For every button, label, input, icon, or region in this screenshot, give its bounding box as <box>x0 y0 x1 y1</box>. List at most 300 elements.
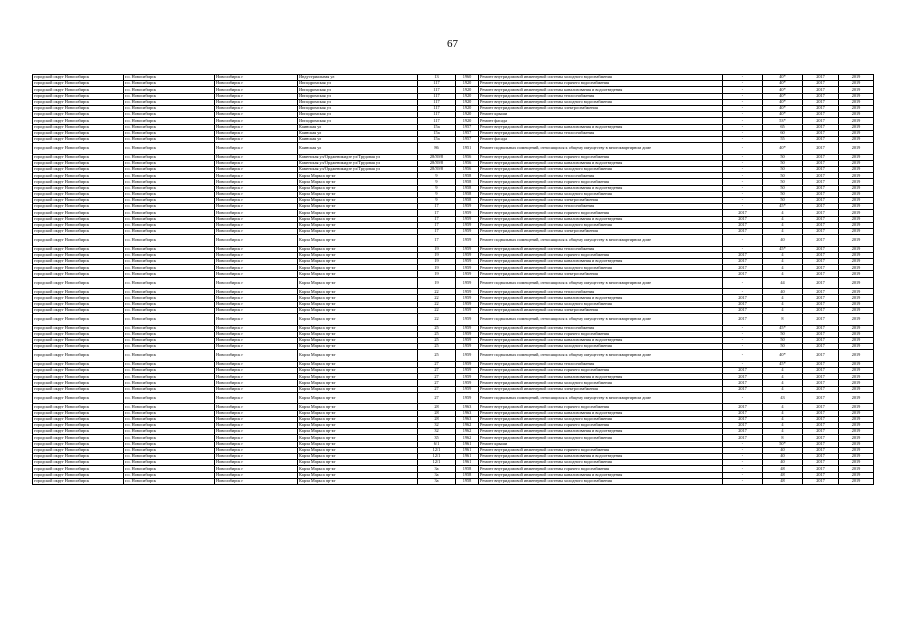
locality-cell: г.о. Новосибирск <box>124 441 215 447</box>
period-start-cell: 2017 <box>803 368 839 374</box>
house-number-cell: 28 <box>418 410 456 416</box>
city-cell: Новосибирск г <box>215 447 298 453</box>
amount-cell: 4 <box>763 271 803 277</box>
build-year-cell: 1959 <box>456 368 479 374</box>
plan-year-cell: - <box>723 392 763 404</box>
house-number-cell: 27 <box>418 361 456 367</box>
house-number-cell: 17 <box>418 210 456 216</box>
locality-cell: г.о. Новосибирск <box>124 130 215 136</box>
work-type-cell: Ремонт подвальных помещений, относящихся к общему имуществу в многоквартирном доме <box>479 143 723 155</box>
locality-cell: г.о. Новосибирск <box>124 423 215 429</box>
period-end-cell: 2019 <box>839 118 874 124</box>
work-type-cell: Ремонт внутридомовой инженерной системы холодного водоснабжения <box>479 99 723 105</box>
locality-cell: г.о. Новосибирск <box>124 392 215 404</box>
city-cell: Новосибирск г <box>215 118 298 124</box>
city-cell: Новосибирск г <box>215 380 298 386</box>
amount-cell: 50 <box>763 167 803 173</box>
district-cell: городской округ Новосибирск <box>33 295 124 301</box>
street-cell: Карла Маркса пр-кт <box>298 478 418 484</box>
street-cell: Карла Маркса пр-кт <box>298 313 418 325</box>
city-cell: Новосибирск г <box>215 416 298 422</box>
locality-cell: г.о. Новосибирск <box>124 307 215 313</box>
amount-cell: 50 <box>763 331 803 337</box>
build-year-cell: 1959 <box>456 246 479 252</box>
period-start-cell: 2017 <box>803 331 839 337</box>
amount-cell: 55 <box>763 136 803 142</box>
work-type-cell: Ремонт фасада <box>479 118 723 124</box>
period-end-cell: 2019 <box>839 75 874 81</box>
district-cell: городской округ Новосибирск <box>33 252 124 258</box>
work-type-cell: Ремонт внутридомовой инженерной системы теплоснабжения <box>479 289 723 295</box>
period-start-cell: 2017 <box>803 173 839 179</box>
city-cell: Новосибирск г <box>215 160 298 166</box>
amount-cell: 4 <box>763 265 803 271</box>
work-type-cell: Ремонт внутридомовой инженерной системы канализования и водоотведения <box>479 87 723 93</box>
amount-cell: 50 <box>763 191 803 197</box>
city-cell: Новосибирск г <box>215 404 298 410</box>
locality-cell: г.о. Новосибирск <box>124 160 215 166</box>
build-year-cell: 1959 <box>456 295 479 301</box>
work-type-cell: Ремонт внутридомовой инженерной системы горячего водоснабжения <box>479 81 723 87</box>
house-number-cell: 27 <box>418 386 456 392</box>
plan-year-cell: - <box>723 112 763 118</box>
period-start-cell: 2017 <box>803 265 839 271</box>
city-cell: Новосибирск г <box>215 93 298 99</box>
city-cell: Новосибирск г <box>215 179 298 185</box>
work-type-cell: Ремонт внутридомовой инженерной системы канализования и водоотведения <box>479 185 723 191</box>
amount-cell: 40* <box>763 350 803 362</box>
house-number-cell: 17 <box>418 222 456 228</box>
house-number-cell: 9 <box>418 173 456 179</box>
amount-cell: 4 <box>763 423 803 429</box>
period-start-cell: 2017 <box>803 185 839 191</box>
locality-cell: г.о. Новосибирск <box>124 466 215 472</box>
district-cell: городской округ Новосибирск <box>33 460 124 466</box>
build-year-cell: 1963 <box>456 410 479 416</box>
amount-cell: 4 <box>763 307 803 313</box>
period-end-cell: 2019 <box>839 252 874 258</box>
plan-year-cell: - <box>723 453 763 459</box>
work-type-cell: Ремонт внутридомовой инженерной системы холодного водоснабжения <box>479 265 723 271</box>
period-end-cell: 2019 <box>839 160 874 166</box>
build-year-cell: 1958 <box>456 179 479 185</box>
period-start-cell: 2017 <box>803 246 839 252</box>
work-type-cell: Ремонт внутридомовой инженерной системы теплоснабжения <box>479 130 723 136</box>
build-year-cell: 1920 <box>456 93 479 99</box>
district-cell: городской округ Новосибирск <box>33 410 124 416</box>
house-number-cell: 25 <box>418 337 456 343</box>
amount-cell: 4 <box>763 295 803 301</box>
amount-cell: 50 <box>763 173 803 179</box>
period-start-cell: 2017 <box>803 124 839 130</box>
street-cell: Каинская ул <box>298 143 418 155</box>
build-year-cell: 1959 <box>456 380 479 386</box>
district-cell: городской округ Новосибирск <box>33 416 124 422</box>
plan-year-cell: 2017 <box>723 368 763 374</box>
work-type-cell: Ремонт внутридомовой инженерной системы холодного водоснабжения <box>479 460 723 466</box>
plan-year-cell: - <box>723 447 763 453</box>
district-cell: городской округ Новосибирск <box>33 167 124 173</box>
district-cell: городской округ Новосибирск <box>33 313 124 325</box>
amount-cell: 48 <box>763 472 803 478</box>
amount-cell: 40* <box>763 143 803 155</box>
amount-cell: 40* <box>763 75 803 81</box>
city-cell: Новосибирск г <box>215 191 298 197</box>
locality-cell: г.о. Новосибирск <box>124 228 215 234</box>
build-year-cell: 1959 <box>456 374 479 380</box>
locality-cell: г.о. Новосибирск <box>124 75 215 81</box>
period-start-cell: 2017 <box>803 118 839 124</box>
city-cell: Новосибирск г <box>215 136 298 142</box>
street-cell: Карла Маркса пр-кт <box>298 447 418 453</box>
build-year-cell: 1957 <box>456 136 479 142</box>
build-year-cell: 1961 <box>456 453 479 459</box>
period-end-cell: 2019 <box>839 228 874 234</box>
period-start-cell: 2017 <box>803 154 839 160</box>
build-year-cell: 1956 <box>456 167 479 173</box>
house-number-cell: 15а <box>418 136 456 142</box>
locality-cell: г.о. Новосибирск <box>124 112 215 118</box>
period-start-cell: 2017 <box>803 472 839 478</box>
street-cell: Карла Маркса пр-кт <box>298 271 418 277</box>
city-cell: Новосибирск г <box>215 331 298 337</box>
period-start-cell: 2017 <box>803 392 839 404</box>
house-number-cell: 19 <box>418 271 456 277</box>
district-cell: городской округ Новосибирск <box>33 124 124 130</box>
city-cell: Новосибирск г <box>215 105 298 111</box>
house-number-cell: 12/1 <box>418 453 456 459</box>
street-cell: Карла Маркса пр-кт <box>298 368 418 374</box>
work-type-cell: Ремонт внутридомовой инженерной системы электроснабжения <box>479 307 723 313</box>
street-cell: Карла Маркса пр-кт <box>298 350 418 362</box>
work-type-cell: Ремонт внутридомовой инженерной системы теплоснабжения <box>479 93 723 99</box>
locality-cell: г.о. Новосибирск <box>124 331 215 337</box>
period-end-cell: 2019 <box>839 124 874 130</box>
amount-cell: 4 <box>763 252 803 258</box>
city-cell: Новосибирск г <box>215 204 298 210</box>
period-end-cell: 2019 <box>839 410 874 416</box>
build-year-cell: 1958 <box>456 191 479 197</box>
period-end-cell: 2019 <box>839 441 874 447</box>
build-year-cell: 1962 <box>456 429 479 435</box>
period-end-cell: 2019 <box>839 81 874 87</box>
work-type-cell: Ремонт подвальных помещений, относящихся к общему имуществу в многоквартирном доме <box>479 235 723 247</box>
city-cell: Новосибирск г <box>215 410 298 416</box>
city-cell: Новосибирск г <box>215 87 298 93</box>
work-type-cell: Ремонт внутридомовой инженерной системы горячего водоснабжения <box>479 154 723 160</box>
city-cell: Новосибирск г <box>215 112 298 118</box>
amount-cell: 44 <box>763 277 803 289</box>
build-year-cell: 1959 <box>456 361 479 367</box>
district-cell: городской округ Новосибирск <box>33 386 124 392</box>
district-cell: городской округ Новосибирск <box>33 228 124 234</box>
period-end-cell: 2019 <box>839 313 874 325</box>
locality-cell: г.о. Новосибирск <box>124 167 215 173</box>
work-type-cell: Ремонт крыши <box>479 441 723 447</box>
plan-year-cell: - <box>723 118 763 124</box>
period-start-cell: 2017 <box>803 404 839 410</box>
locality-cell: г.о. Новосибирск <box>124 81 215 87</box>
build-year-cell: 1920 <box>456 118 479 124</box>
district-cell: городской округ Новосибирск <box>33 173 124 179</box>
build-year-cell: 1959 <box>456 331 479 337</box>
city-cell: Новосибирск г <box>215 337 298 343</box>
house-number-cell: 25 <box>418 331 456 337</box>
amount-cell: 50 <box>763 160 803 166</box>
city-cell: Новосибирск г <box>215 368 298 374</box>
period-start-cell: 2017 <box>803 386 839 392</box>
plan-year-cell: 2017 <box>723 313 763 325</box>
plan-year-cell: 2017 <box>723 271 763 277</box>
build-year-cell: 1959 <box>456 271 479 277</box>
district-cell: городской округ Новосибирск <box>33 160 124 166</box>
house-number-cell: 22 <box>418 313 456 325</box>
amount-cell: 4 <box>763 429 803 435</box>
work-type-cell: Ремонт подвальных помещений, относящихся к общему имуществу в многоквартирном доме <box>479 277 723 289</box>
locality-cell: г.о. Новосибирск <box>124 361 215 367</box>
city-cell: Новосибирск г <box>215 246 298 252</box>
build-year-cell: 1959 <box>456 307 479 313</box>
amount-cell: 40* <box>763 93 803 99</box>
locality-cell: г.о. Новосибирск <box>124 118 215 124</box>
house-number-cell: 9 <box>418 185 456 191</box>
street-cell: Карла Маркса пр-кт <box>298 246 418 252</box>
plan-year-cell: 2017 <box>723 216 763 222</box>
period-start-cell: 2017 <box>803 210 839 216</box>
city-cell: Новосибирск г <box>215 344 298 350</box>
plan-year-cell: - <box>723 124 763 130</box>
house-number-cell: 117 <box>418 93 456 99</box>
district-cell: городской округ Новосибирск <box>33 112 124 118</box>
plan-year-cell: - <box>723 478 763 484</box>
locality-cell: г.о. Новосибирск <box>124 325 215 331</box>
locality-cell: г.о. Новосибирск <box>124 460 215 466</box>
city-cell: Новосибирск г <box>215 185 298 191</box>
house-number-cell: 28/39/8 <box>418 160 456 166</box>
district-cell: городской округ Новосибирск <box>33 99 124 105</box>
city-cell: Новосибирск г <box>215 124 298 130</box>
period-start-cell: 2017 <box>803 361 839 367</box>
work-type-cell: Ремонт внутридомовой инженерной системы электроснабжения <box>479 105 723 111</box>
amount-cell: 4 <box>763 368 803 374</box>
plan-year-cell: 2017 <box>723 435 763 441</box>
plan-year-cell: 2017 <box>723 429 763 435</box>
city-cell: Новосибирск г <box>215 75 298 81</box>
period-start-cell: 2017 <box>803 344 839 350</box>
street-cell: Карла Маркса пр-кт <box>298 361 418 367</box>
street-cell: Карла Маркса пр-кт <box>298 429 418 435</box>
house-number-cell: 117 <box>418 81 456 87</box>
district-cell: городской округ Новосибирск <box>33 374 124 380</box>
work-type-cell: Ремонт внутридомовой инженерной системы теплоснабжения <box>479 246 723 252</box>
work-type-cell: Ремонт внутридомовой инженерной системы электроснабжения <box>479 197 723 203</box>
street-cell: Карла Маркса пр-кт <box>298 259 418 265</box>
amount-cell: 45* <box>763 204 803 210</box>
period-end-cell: 2019 <box>839 386 874 392</box>
district-cell: городской округ Новосибирск <box>33 301 124 307</box>
house-number-cell: 9 <box>418 179 456 185</box>
amount-cell: 4 <box>763 216 803 222</box>
period-start-cell: 2017 <box>803 197 839 203</box>
amount-cell: 40* <box>763 112 803 118</box>
district-cell: городской округ Новосибирск <box>33 216 124 222</box>
period-end-cell: 2019 <box>839 361 874 367</box>
house-number-cell: 27 <box>418 380 456 386</box>
amount-cell: 4 <box>763 301 803 307</box>
period-start-cell: 2017 <box>803 374 839 380</box>
house-number-cell: 117 <box>418 112 456 118</box>
house-number-cell: 19 <box>418 259 456 265</box>
district-cell: городской округ Новосибирск <box>33 441 124 447</box>
house-number-cell: 28 <box>418 404 456 410</box>
city-cell: Новосибирск г <box>215 154 298 160</box>
plan-year-cell: 2017 <box>723 228 763 234</box>
district-cell: городской округ Новосибирск <box>33 307 124 313</box>
district-cell: городской округ Новосибирск <box>33 368 124 374</box>
locality-cell: г.о. Новосибирск <box>124 154 215 160</box>
period-end-cell: 2019 <box>839 173 874 179</box>
build-year-cell: 1959 <box>456 386 479 392</box>
plan-year-cell: - <box>723 105 763 111</box>
plan-year-cell: 2017 <box>723 423 763 429</box>
period-start-cell: 2017 <box>803 75 839 81</box>
build-year-cell: 1957 <box>456 130 479 136</box>
plan-year-cell: - <box>723 325 763 331</box>
build-year-cell: 1959 <box>456 222 479 228</box>
street-cell: Карла Маркса пр-кт <box>298 344 418 350</box>
house-number-cell: 19 <box>418 252 456 258</box>
locality-cell: г.о. Новосибирск <box>124 478 215 484</box>
house-number-cell: 22 <box>418 289 456 295</box>
period-end-cell: 2019 <box>839 204 874 210</box>
plan-year-cell: - <box>723 361 763 367</box>
period-end-cell: 2019 <box>839 277 874 289</box>
street-cell: Карла Маркса пр-кт <box>298 210 418 216</box>
street-cell: Карла Маркса пр-кт <box>298 191 418 197</box>
city-cell: Новосибирск г <box>215 466 298 472</box>
street-cell: Карла Маркса пр-кт <box>298 228 418 234</box>
period-start-cell: 2017 <box>803 167 839 173</box>
locality-cell: г.о. Новосибирск <box>124 313 215 325</box>
build-year-cell: 1920 <box>456 112 479 118</box>
plan-year-cell: 2017 <box>723 210 763 216</box>
district-cell: городской округ Новосибирск <box>33 337 124 343</box>
street-cell: Карла Маркса пр-кт <box>298 453 418 459</box>
work-type-cell: Ремонт внутридомовой инженерной системы холодного водоснабжения <box>479 416 723 422</box>
city-cell: Новосибирск г <box>215 429 298 435</box>
house-number-cell: 17 <box>418 216 456 222</box>
street-cell: Карла Маркса пр-кт <box>298 179 418 185</box>
work-type-cell: Ремонт фасада <box>479 136 723 142</box>
build-year-cell: 1958 <box>456 197 479 203</box>
work-type-cell: Ремонт внутридомовой инженерной системы холодного водоснабжения <box>479 478 723 484</box>
build-year-cell: 1962 <box>456 435 479 441</box>
district-cell: городской округ Новосибирск <box>33 325 124 331</box>
amount-cell: 4 <box>763 404 803 410</box>
district-cell: городской округ Новосибирск <box>33 289 124 295</box>
city-cell: Новосибирск г <box>215 460 298 466</box>
plan-year-cell: 2017 <box>723 265 763 271</box>
period-start-cell: 2017 <box>803 453 839 459</box>
city-cell: Новосибирск г <box>215 143 298 155</box>
city-cell: Новосибирск г <box>215 307 298 313</box>
work-type-cell: Ремонт внутридомовой инженерной системы канализования и водоотведения <box>479 374 723 380</box>
period-end-cell: 2019 <box>839 265 874 271</box>
street-cell: Карла Маркса пр-кт <box>298 277 418 289</box>
locality-cell: г.о. Новосибирск <box>124 368 215 374</box>
district-cell: городской округ Новосибирск <box>33 435 124 441</box>
period-start-cell: 2017 <box>803 466 839 472</box>
plan-year-cell: 2017 <box>723 295 763 301</box>
table-row <box>33 313 874 325</box>
amount-cell: 50 <box>763 179 803 185</box>
work-type-cell: Ремонт внутридомовой инженерной системы горячего водоснабжения <box>479 466 723 472</box>
plan-year-cell: - <box>723 344 763 350</box>
period-start-cell: 2017 <box>803 460 839 466</box>
street-cell: Каменская ул/Ордженикидзе ул/Трудовая ул <box>298 167 418 173</box>
build-year-cell: 1963 <box>456 416 479 422</box>
district-cell: городской округ Новосибирск <box>33 404 124 410</box>
district-cell: городской округ Новосибирск <box>33 105 124 111</box>
work-type-cell: Ремонт внутридомовой инженерной системы электроснабжения <box>479 386 723 392</box>
street-cell: Индустриальная ул <box>298 75 418 81</box>
city-cell: Новосибирск г <box>215 301 298 307</box>
period-end-cell: 2019 <box>839 460 874 466</box>
period-end-cell: 2019 <box>839 331 874 337</box>
house-number-cell: 6/1 <box>418 441 456 447</box>
house-number-cell: 15а <box>418 130 456 136</box>
house-number-cell: 32 <box>418 429 456 435</box>
period-start-cell: 2017 <box>803 99 839 105</box>
district-cell: городской округ Новосибирск <box>33 143 124 155</box>
house-number-cell: 27 <box>418 374 456 380</box>
period-end-cell: 2019 <box>839 368 874 374</box>
build-year-cell: 1961 <box>456 460 479 466</box>
plan-year-cell: - <box>723 99 763 105</box>
street-cell: Карла Маркса пр-кт <box>298 295 418 301</box>
amount-cell: 40* <box>763 87 803 93</box>
house-number-cell: 117 <box>418 99 456 105</box>
district-cell: городской округ Новосибирск <box>33 453 124 459</box>
house-number-cell: 25 <box>418 325 456 331</box>
plan-year-cell: 2017 <box>723 380 763 386</box>
build-year-cell: 1920 <box>456 105 479 111</box>
city-cell: Новосибирск г <box>215 81 298 87</box>
district-cell: городской округ Новосибирск <box>33 265 124 271</box>
plan-year-cell: - <box>723 87 763 93</box>
locality-cell: г.о. Новосибирск <box>124 447 215 453</box>
street-cell: Карла Маркса пр-кт <box>298 331 418 337</box>
street-cell: Карла Маркса пр-кт <box>298 173 418 179</box>
table-row <box>33 478 874 484</box>
build-year-cell: 1959 <box>456 301 479 307</box>
period-end-cell: 2019 <box>839 179 874 185</box>
city-cell: Новосибирск г <box>215 472 298 478</box>
period-start-cell: 2017 <box>803 429 839 435</box>
period-start-cell: 2017 <box>803 325 839 331</box>
amount-cell: 45* <box>763 325 803 331</box>
amount-cell: 8 <box>763 313 803 325</box>
district-cell: городской округ Новосибирск <box>33 191 124 197</box>
build-year-cell: 1959 <box>456 289 479 295</box>
period-start-cell: 2017 <box>803 204 839 210</box>
period-end-cell: 2019 <box>839 99 874 105</box>
work-type-cell: Ремонт внутридомовой инженерной системы холодного водоснабжения <box>479 75 723 81</box>
street-cell: Ипподромская ул <box>298 81 418 87</box>
period-end-cell: 2019 <box>839 325 874 331</box>
street-cell: Карла Маркса пр-кт <box>298 386 418 392</box>
locality-cell: г.о. Новосибирск <box>124 179 215 185</box>
